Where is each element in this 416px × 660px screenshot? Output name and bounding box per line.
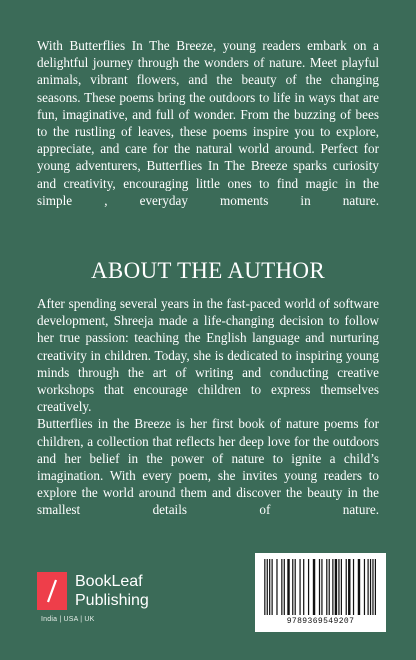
publisher-logo xyxy=(37,572,177,628)
barcode-bar xyxy=(326,559,327,615)
barcode-bar xyxy=(287,559,289,615)
barcode-bar xyxy=(284,559,285,615)
barcode-bar xyxy=(269,559,270,615)
publisher-regions: India | USA | UK xyxy=(41,616,95,623)
barcode-bar xyxy=(353,559,354,615)
publisher-mark-icon xyxy=(37,572,67,610)
barcode-bar xyxy=(375,559,376,615)
barcode-bar xyxy=(272,559,273,615)
barcode-bar xyxy=(308,559,309,615)
barcode-bar xyxy=(348,559,350,615)
barcode-bar xyxy=(303,559,304,615)
bio-paragraph: After spending several years in the fast-paced world of software development, Shreeja made a life-changing decision to follow her true passion: teaching the English language and nurturing creativity in children. Today, she is dedicated to inspiring young minds through the art of writing and conducting creative workshops that encourage children to express themselves creatively. xyxy=(37,296,379,415)
barcode-bar xyxy=(281,559,282,615)
barcode-bar xyxy=(364,559,365,615)
barcode-bar xyxy=(346,559,347,615)
barcode-bar xyxy=(295,559,296,615)
barcode-bar xyxy=(332,559,333,615)
barcode-bar xyxy=(319,559,320,615)
barcode-bar xyxy=(276,559,277,615)
about-author-heading: ABOUT THE AUTHOR xyxy=(91,258,325,283)
barcode-bars xyxy=(263,559,378,615)
barcode-bar xyxy=(329,559,330,615)
barcode-bar xyxy=(267,559,268,615)
bio-paragraph: Butterflies in the Breeze is her first book of nature poems for children, a collection that reflects her deep love for the outdoors and her belief in the power of nature to ignite a child’s imagination. With every poem, she invites young readers to explore the world around them and discover the beauty in the smallest details of nature. xyxy=(37,416,379,518)
barcode-bar xyxy=(292,559,293,615)
barcode-bar xyxy=(370,559,371,615)
author-bio xyxy=(37,295,379,519)
isbn-number: 9789369549207 xyxy=(286,617,355,626)
barcode-bar xyxy=(264,559,265,615)
book-blurb: With Butterflies In The Breeze, young readers embark on a delightful journey through the wonders of nature. Meet playful animals, vibrant flowers, and the beauty of the changing seasons. These poems bring the outdoors to life in ways that are fun, imaginative, and full of wonder. From the buzzing of bees to the rustling of leaves, these poems inspire you to explore, appreciate, and care for the natural world around. Perfect for young adventurers, Butterflies In The Breeze sparks curiosity and creativity, encouraging little ones to find magic in the simple , everyday moments in nature. xyxy=(37,38,379,208)
publisher-name xyxy=(75,572,185,610)
barcode-bar xyxy=(372,559,373,615)
barcode-bar xyxy=(321,559,322,615)
publisher-name-line1: BookLeaf xyxy=(75,573,143,590)
barcode-bar xyxy=(313,559,315,615)
barcode-bar xyxy=(367,559,368,615)
barcode-bar xyxy=(358,559,360,615)
publisher-name-line2: Publishing xyxy=(75,592,149,609)
barcode-bar xyxy=(338,559,339,615)
barcode-bar xyxy=(341,559,342,615)
barcode-bar xyxy=(299,559,300,615)
barcode-bar xyxy=(335,559,337,615)
isbn-barcode xyxy=(255,553,386,632)
